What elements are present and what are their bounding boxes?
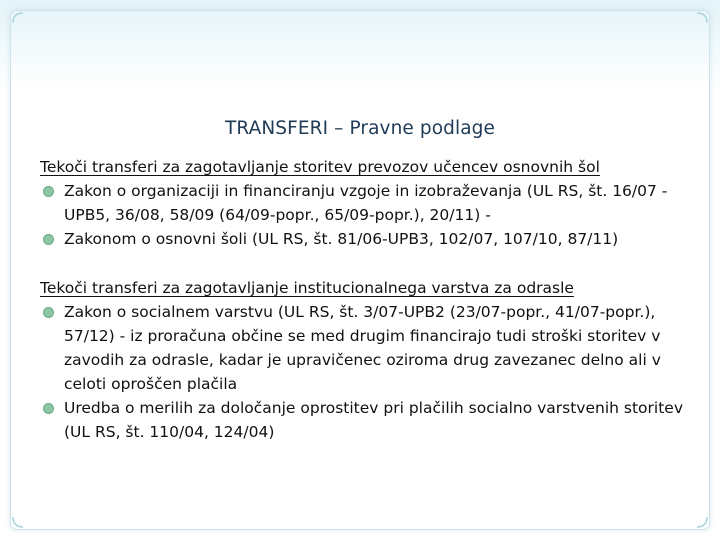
corner-ornament-icon bbox=[11, 11, 25, 25]
section-adult-care bbox=[40, 276, 690, 444]
list-item-text: Uredba o merilih za določanje oprostitev pri plačilih socialno varstvenih storitev (UL RS, št. 110/04, 124/04) bbox=[64, 399, 683, 441]
section-school-transport bbox=[40, 155, 690, 251]
corner-ornament-icon bbox=[11, 515, 25, 529]
list-item bbox=[40, 179, 690, 227]
bullet-list bbox=[40, 300, 690, 444]
list-item-text: Zakon o organizaciji in financiranju vzgoje in izobraževanja (UL RS, št. 16/07 -UPB5, 36/08, 58/09 (64/09-popr., 65/09-popr.), 20/11) - bbox=[64, 182, 668, 224]
list-item-text: Zakonom o osnovni šoli (UL RS, št. 81/06-UPB3, 102/07, 107/10, 87/11) bbox=[64, 230, 619, 248]
section-heading: Tekoči transferi za zagotavljanje storitev prevozov učencev osnovnih šol bbox=[40, 158, 600, 176]
list-item bbox=[40, 300, 690, 396]
list-item bbox=[40, 396, 690, 444]
bullet-icon bbox=[43, 307, 54, 318]
slide-title: TRANSFERI – Pravne podlage bbox=[224, 118, 495, 139]
corner-ornament-icon bbox=[695, 11, 709, 25]
bullet-icon bbox=[43, 186, 54, 197]
bullet-icon bbox=[43, 234, 54, 245]
corner-ornament-icon bbox=[695, 515, 709, 529]
bullet-list bbox=[40, 179, 690, 251]
list-item-text: Zakon o socialnem varstvu (UL RS, št. 3/07-UPB2 (23/07-popr., 41/07-popr.), 57/12) - iz proračuna občine se med drugim financirajo tudi stroški storitev v zavodih za odrasle, kadar je upravičenec oziroma drug zavezanec delno ali v celoti oproščen plačila bbox=[64, 303, 661, 393]
list-item bbox=[40, 227, 690, 251]
slide-content bbox=[40, 155, 690, 444]
section-heading: Tekoči transferi za zagotavljanje institucionalnega varstva za odrasle bbox=[40, 279, 574, 297]
bullet-icon bbox=[43, 403, 54, 414]
